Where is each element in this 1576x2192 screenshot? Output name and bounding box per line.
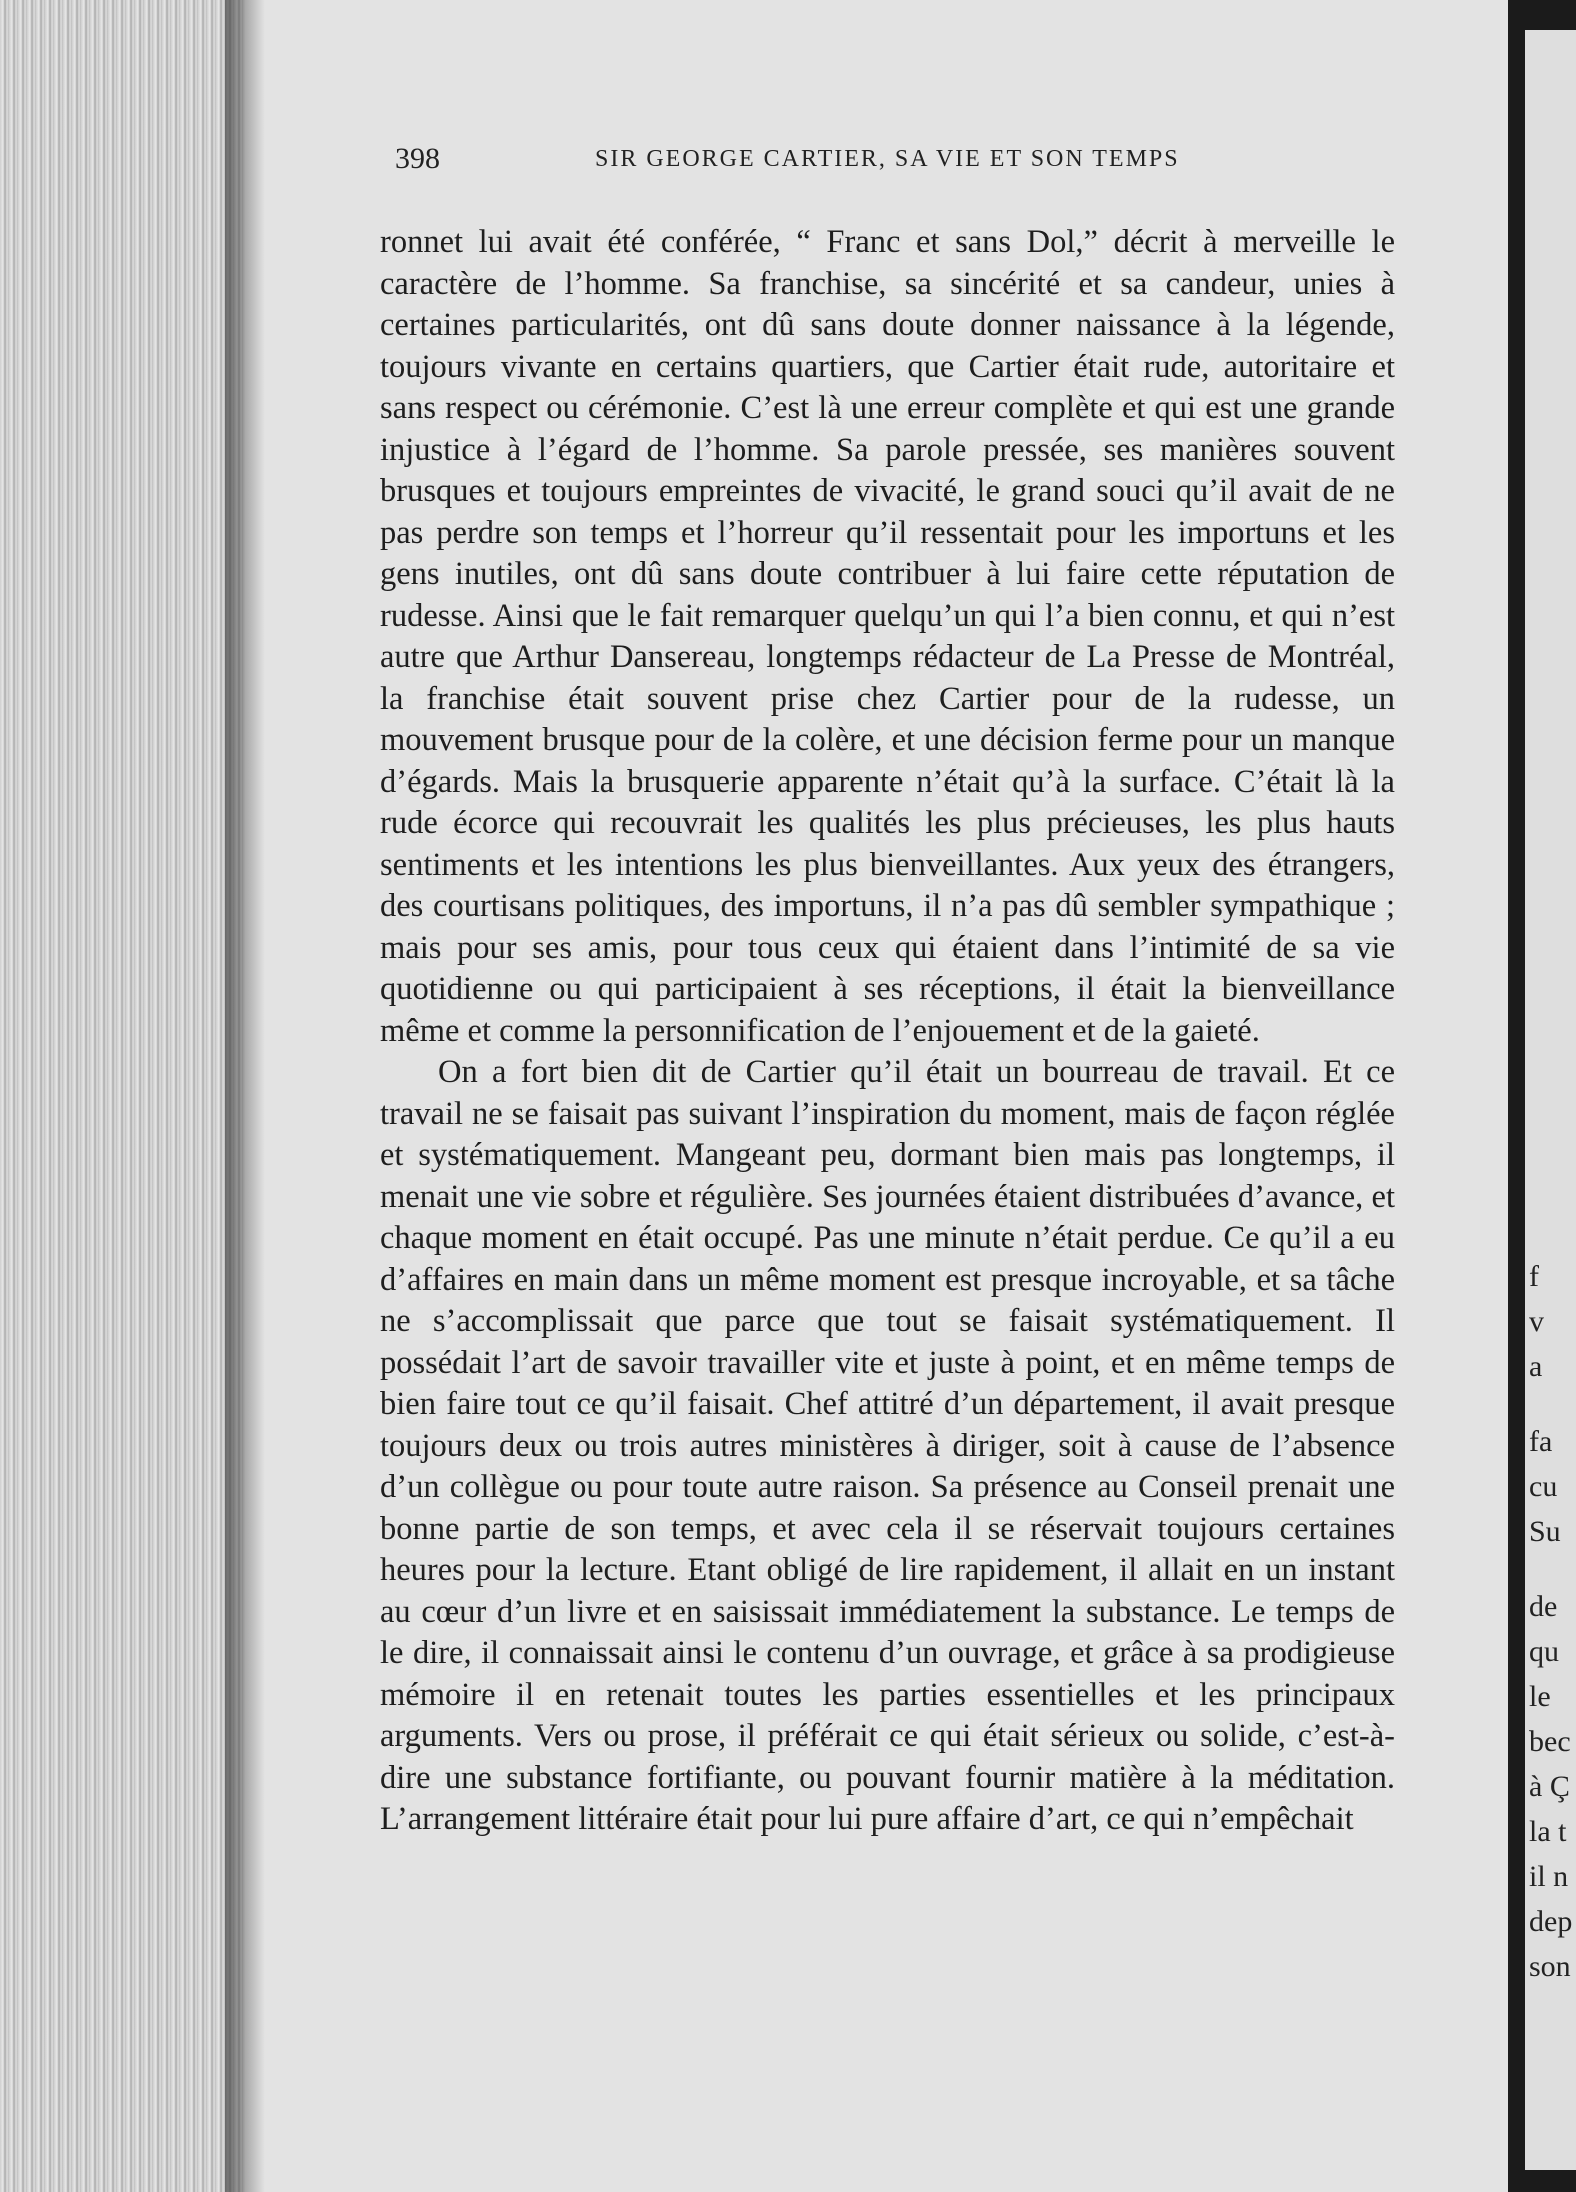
paragraph-1: ronnet lui avait été conférée, “ Franc et sans Dol,” décrit à merveille le caractère de l’homme. Sa franchise, sa sincérité et sa candeur, unies à certaines particularités, ont dû sans doute donner naissance à la légende, toujours vivante en certains quartiers, que Cartier était rude, autoritaire et sans respect ou cérémonie. C’est là une erreur complète et qui est une grande injustice à l’égard de l’homme. Sa parole pressée, ses manières souvent brusques et toujours empreintes de vivacité, le grand souci qu’il avait de ne pas perdre son temps et l’horreur qu’il ressentait pour les importuns et les gens inutiles, ont dû sans doute contribuer à lui faire cette réputation de rudesse. Ainsi que le fait remarquer quelqu’un qui l’a bien connu, et qui n’est autre que Arthur Dansereau, longtemps rédacteur de La Presse de Montréal, la franchise était souvent prise chez Cartier pour de la rudesse, un mouvement brusque pour de la colère, et une décision ferme pour un manque d’égards. Mais la brusquerie apparente n’était qu’à la surface. C’était là la rude écorce qui recouvrait les qualités les plus précieuses, les plus hauts sentiments et les intentions les plus bienveillantes. Aux yeux des étrangers, des courtisans politiques, des importuns, il n’a pas dû sembler sympathique ; mais pour ses amis, pour tous ceux qui étaient dans l’intimité de sa vie quotidienne ou qui participaient à ses réceptions, il était la bienveillance même et comme la personnification de l’enjouement et de la gaieté. <box>380 224 1395 1049</box>
facing-page <box>1525 30 1576 2170</box>
facing-page-fragment: f <box>1529 1260 1539 1293</box>
book-page-edges <box>0 0 245 2192</box>
body-text <box>380 222 1395 1841</box>
gutter-shadow <box>225 0 265 2192</box>
facing-page-fragment: Su <box>1529 1515 1561 1548</box>
running-head: SIR GEORGE CARTIER, SA VIE ET SON TEMPS <box>595 146 1180 172</box>
page-number: 398 <box>395 142 440 175</box>
page-header <box>395 142 1385 186</box>
facing-page-fragment: le <box>1529 1680 1551 1713</box>
facing-page-fragment: qu <box>1529 1635 1559 1668</box>
facing-page-fragment: de <box>1529 1590 1558 1623</box>
facing-page-fragment: à Ç <box>1529 1770 1570 1803</box>
facing-page-fragment: a <box>1529 1350 1543 1383</box>
facing-page-fragment: cu <box>1529 1470 1558 1503</box>
facing-page-fragment: il n <box>1529 1860 1569 1893</box>
facing-page-fragment: fa <box>1529 1425 1553 1458</box>
facing-page-fragment: la t <box>1529 1815 1567 1848</box>
facing-page-fragment: son <box>1529 1950 1571 1983</box>
facing-page-fragment: v <box>1529 1305 1544 1338</box>
paragraph-2: On a fort bien dit de Cartier qu’il était un bourreau de travail. Et ce travail ne se faisait pas suivant l’inspiration du moment, mais de façon réglée et systématiquement. Mangeant peu, dormant bien mais pas longtemps, il menait une vie sobre et régulière. Ses journées étaient distribuées d’avance, et chaque moment en était occupé. Pas une minute n’était perdue. Ce qu’il a eu d’affaires en main dans un même moment est presque incroyable, et sa tâche ne s’accomplissait que parce que tout se faisait systématiquement. Il possédait l’art de savoir travailler vite et juste à point, et en même temps de bien faire tout ce qu’il faisait. Chef attitré d’un département, il avait presque toujours deux ou trois autres ministères à diriger, soit à cause de l’absence d’un collègue ou pour toute autre raison. Sa présence au Conseil prenait une bonne partie de son temps, et avec cela il se réservait toujours certaines heures pour la lecture. Etant obligé de lire rapidement, il allait en un instant au cœur d’un livre et en saisissait immédiatement la substance. Le temps de le dire, il connaissait ainsi le contenu d’un ouvrage, et grâce à sa prodigieuse mémoire il en retenait toutes les parties essentielles et les principaux arguments. Vers ou prose, il préférait ce qui était sérieux ou solide, c’est-à-dire une substance fortifiante, ou pouvant fournir matière à la méditation. L’arrangement littéraire était pour lui pure affaire d’art, ce qui n’empêchait <box>380 1054 1395 1837</box>
facing-page-fragment: dep <box>1529 1905 1573 1938</box>
facing-page-fragment: bec <box>1529 1725 1571 1758</box>
